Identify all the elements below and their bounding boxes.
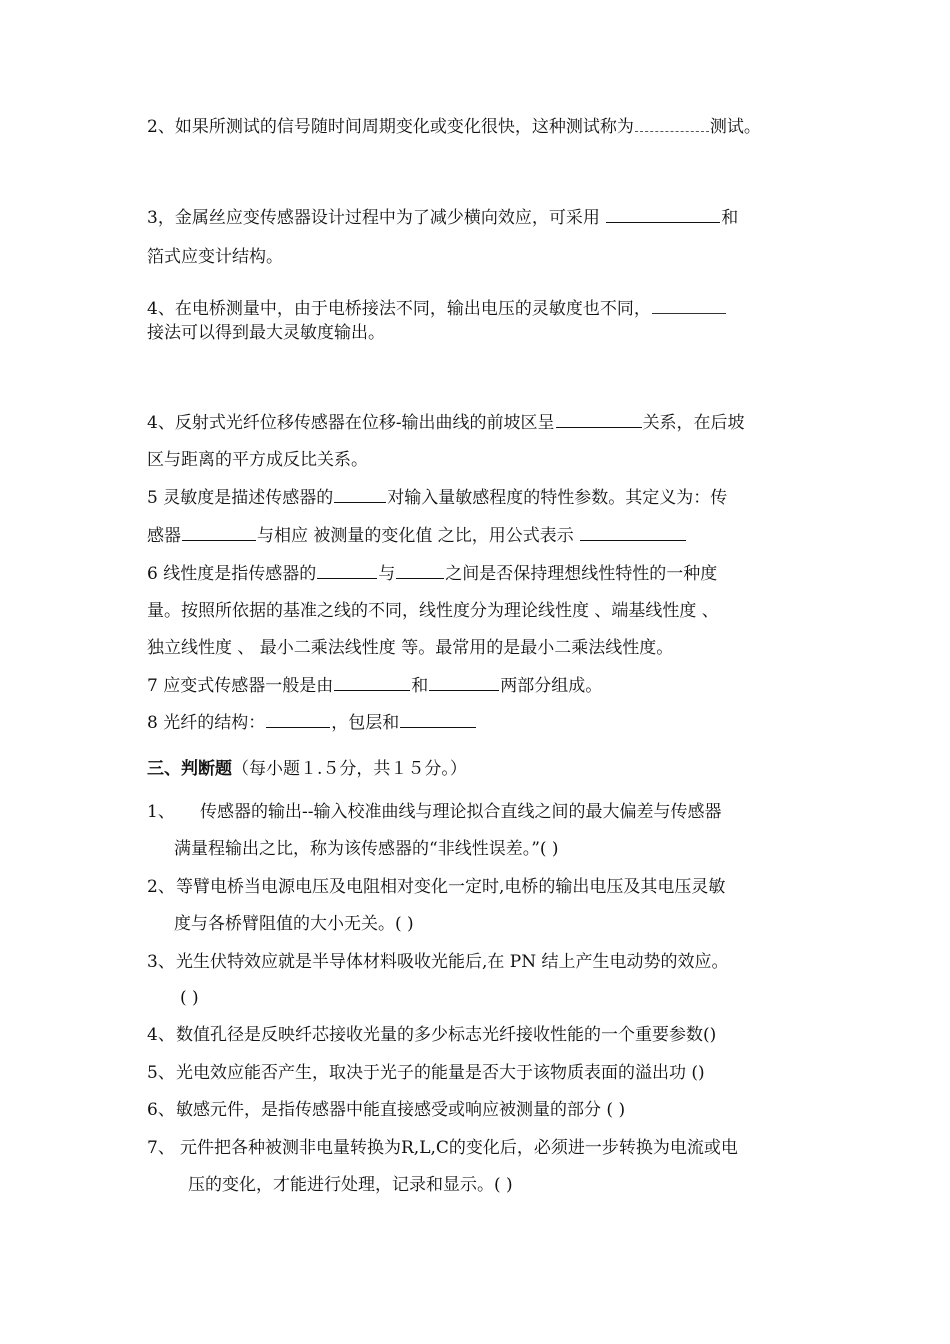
answer-blank[interactable]	[317, 563, 377, 579]
judge-4-line-1: 数值孔径是反映纤芯接收光量的多少标志光纤接收性能的一个重要参数()	[176, 1025, 717, 1045]
question-4-text-start: 4、在电桥测量中，由于电桥接法不同，输出电压的灵敏度也不同，	[147, 299, 651, 319]
answer-blank[interactable]	[556, 412, 642, 428]
question-7-text-b: 和	[411, 676, 429, 696]
question-4b-text-start: 4、反射式光纤位移传感器在位移-输出曲线的前坡区呈	[147, 413, 555, 433]
judge-6-line-1: 敏感元件，是指传感器中能直接感受或响应被测量的部分 ( )	[176, 1100, 626, 1120]
question-2	[147, 116, 761, 138]
question-6-text-a: 6 线性度是指传感器的	[147, 564, 317, 584]
judge-3-number: 3、	[147, 952, 175, 972]
answer-blank[interactable]	[266, 712, 330, 728]
judge-5-line-1: 光电效应能否产生，取决于光子的能量是否大于该物质表面的溢出功 ()	[176, 1063, 705, 1083]
judge-3-line-2: ( )	[180, 988, 199, 1008]
question-4-line-1	[147, 298, 727, 320]
question-7-text-a: 7 应变式传感器一般是由	[147, 676, 334, 696]
judge-2-line-2: 度与各桥臂阻值的大小无关。( )	[174, 914, 414, 934]
answer-blank[interactable]	[182, 525, 256, 541]
question-4-line-2: 接法可以得到最大灵敏度输出。	[147, 323, 385, 343]
judge-1-line-2: 满量程输出之比，称为该传感器的“非线性误差。”( )	[174, 839, 559, 859]
judge-7-line-1: 元件把各种被测非电量转换为R,L,C的变化后，必须进一步转换为电流或电	[180, 1138, 738, 1158]
question-5-line-2	[147, 525, 687, 547]
answer-blank[interactable]	[606, 207, 720, 223]
question-3-line-1	[147, 207, 738, 229]
answer-blank[interactable]	[429, 675, 499, 691]
answer-blank[interactable]	[396, 563, 444, 579]
question-6-line-3: 独立线性度 、 最小二乘法线性度 等。最常用的是最小二乘法线性度。	[147, 638, 674, 658]
judge-2-number: 2、	[147, 877, 175, 897]
answer-blank[interactable]	[652, 298, 726, 314]
judge-3-line-1: 光生伏特效应就是半导体材料吸收光能后,在 PN 结上产生电动势的效应。	[176, 952, 729, 972]
judge-4-number: 4、	[147, 1025, 175, 1045]
question-8-text-b: ，包层和	[331, 713, 400, 733]
judge-1-line-1: 传感器的输出--输入校准曲线与理论拟合直线之间的最大偏差与传感器	[200, 802, 722, 822]
answer-blank[interactable]	[580, 525, 686, 541]
section-heading	[147, 758, 467, 780]
question-5-text-a: 感器	[147, 526, 181, 546]
question-5-line-1	[147, 487, 727, 509]
question-5-text-end: 对输入量敏感程度的特性参数。其定义为：传	[387, 488, 728, 508]
question-3-line-2: 箔式应变计结构。	[147, 247, 283, 267]
judge-1-number: 1、	[147, 802, 175, 822]
judge-7-line-2: 压的变化，才能进行处理，记录和显示。( )	[188, 1175, 513, 1195]
question-6-text-c: 之间是否保持理想线性特性的一种度	[445, 564, 718, 584]
question-6-text-b: 与	[378, 564, 396, 584]
answer-blank[interactable]	[635, 116, 709, 132]
answer-blank[interactable]	[334, 675, 410, 691]
question-7	[147, 675, 602, 697]
question-8-text-a: 8 光纤的结构：	[147, 713, 266, 733]
section-title: 三、判断题	[147, 759, 232, 779]
answer-blank[interactable]	[334, 487, 386, 503]
question-6-line-1	[147, 563, 717, 585]
question-2-text-start: 2、如果所测试的信号随时间周期变化或变化很快，这种测试称为	[147, 117, 634, 137]
question-5-text-b: 与相应 被测量的变化值 之比，用公式表示	[257, 526, 580, 546]
question-2-text-end: 测试。	[709, 117, 761, 137]
question-4b-line-2: 区与距离的平方成反比关系。	[147, 450, 368, 470]
answer-blank[interactable]	[400, 712, 476, 728]
question-3-text-end: 和	[721, 208, 739, 228]
question-5-text-start: 5 灵敏度是描述传感器的	[147, 488, 334, 508]
question-8	[147, 712, 477, 734]
judge-7-number: 7、	[147, 1138, 175, 1158]
judge-6-number: 6、	[147, 1100, 175, 1120]
section-note: （每小题１.５分，共１５分。）	[232, 759, 467, 779]
question-3-text-start: 3，金属丝应变传感器设计过程中为了减少横向效应，可采用	[147, 208, 606, 228]
judge-5-number: 5、	[147, 1063, 175, 1083]
question-7-text-c: 两部分组成。	[500, 676, 603, 696]
question-4b-line-1	[147, 412, 745, 434]
question-4b-text-end: 关系，在后坡	[642, 413, 745, 433]
judge-2-line-1: 等臂电桥当电源电压及电阻相对变化一定时,电桥的输出电压及其电压灵敏	[176, 877, 726, 897]
question-6-line-2: 量。按照所依据的基准之线的不同，线性度分为理论线性度 、端基线性度 、	[147, 601, 719, 621]
